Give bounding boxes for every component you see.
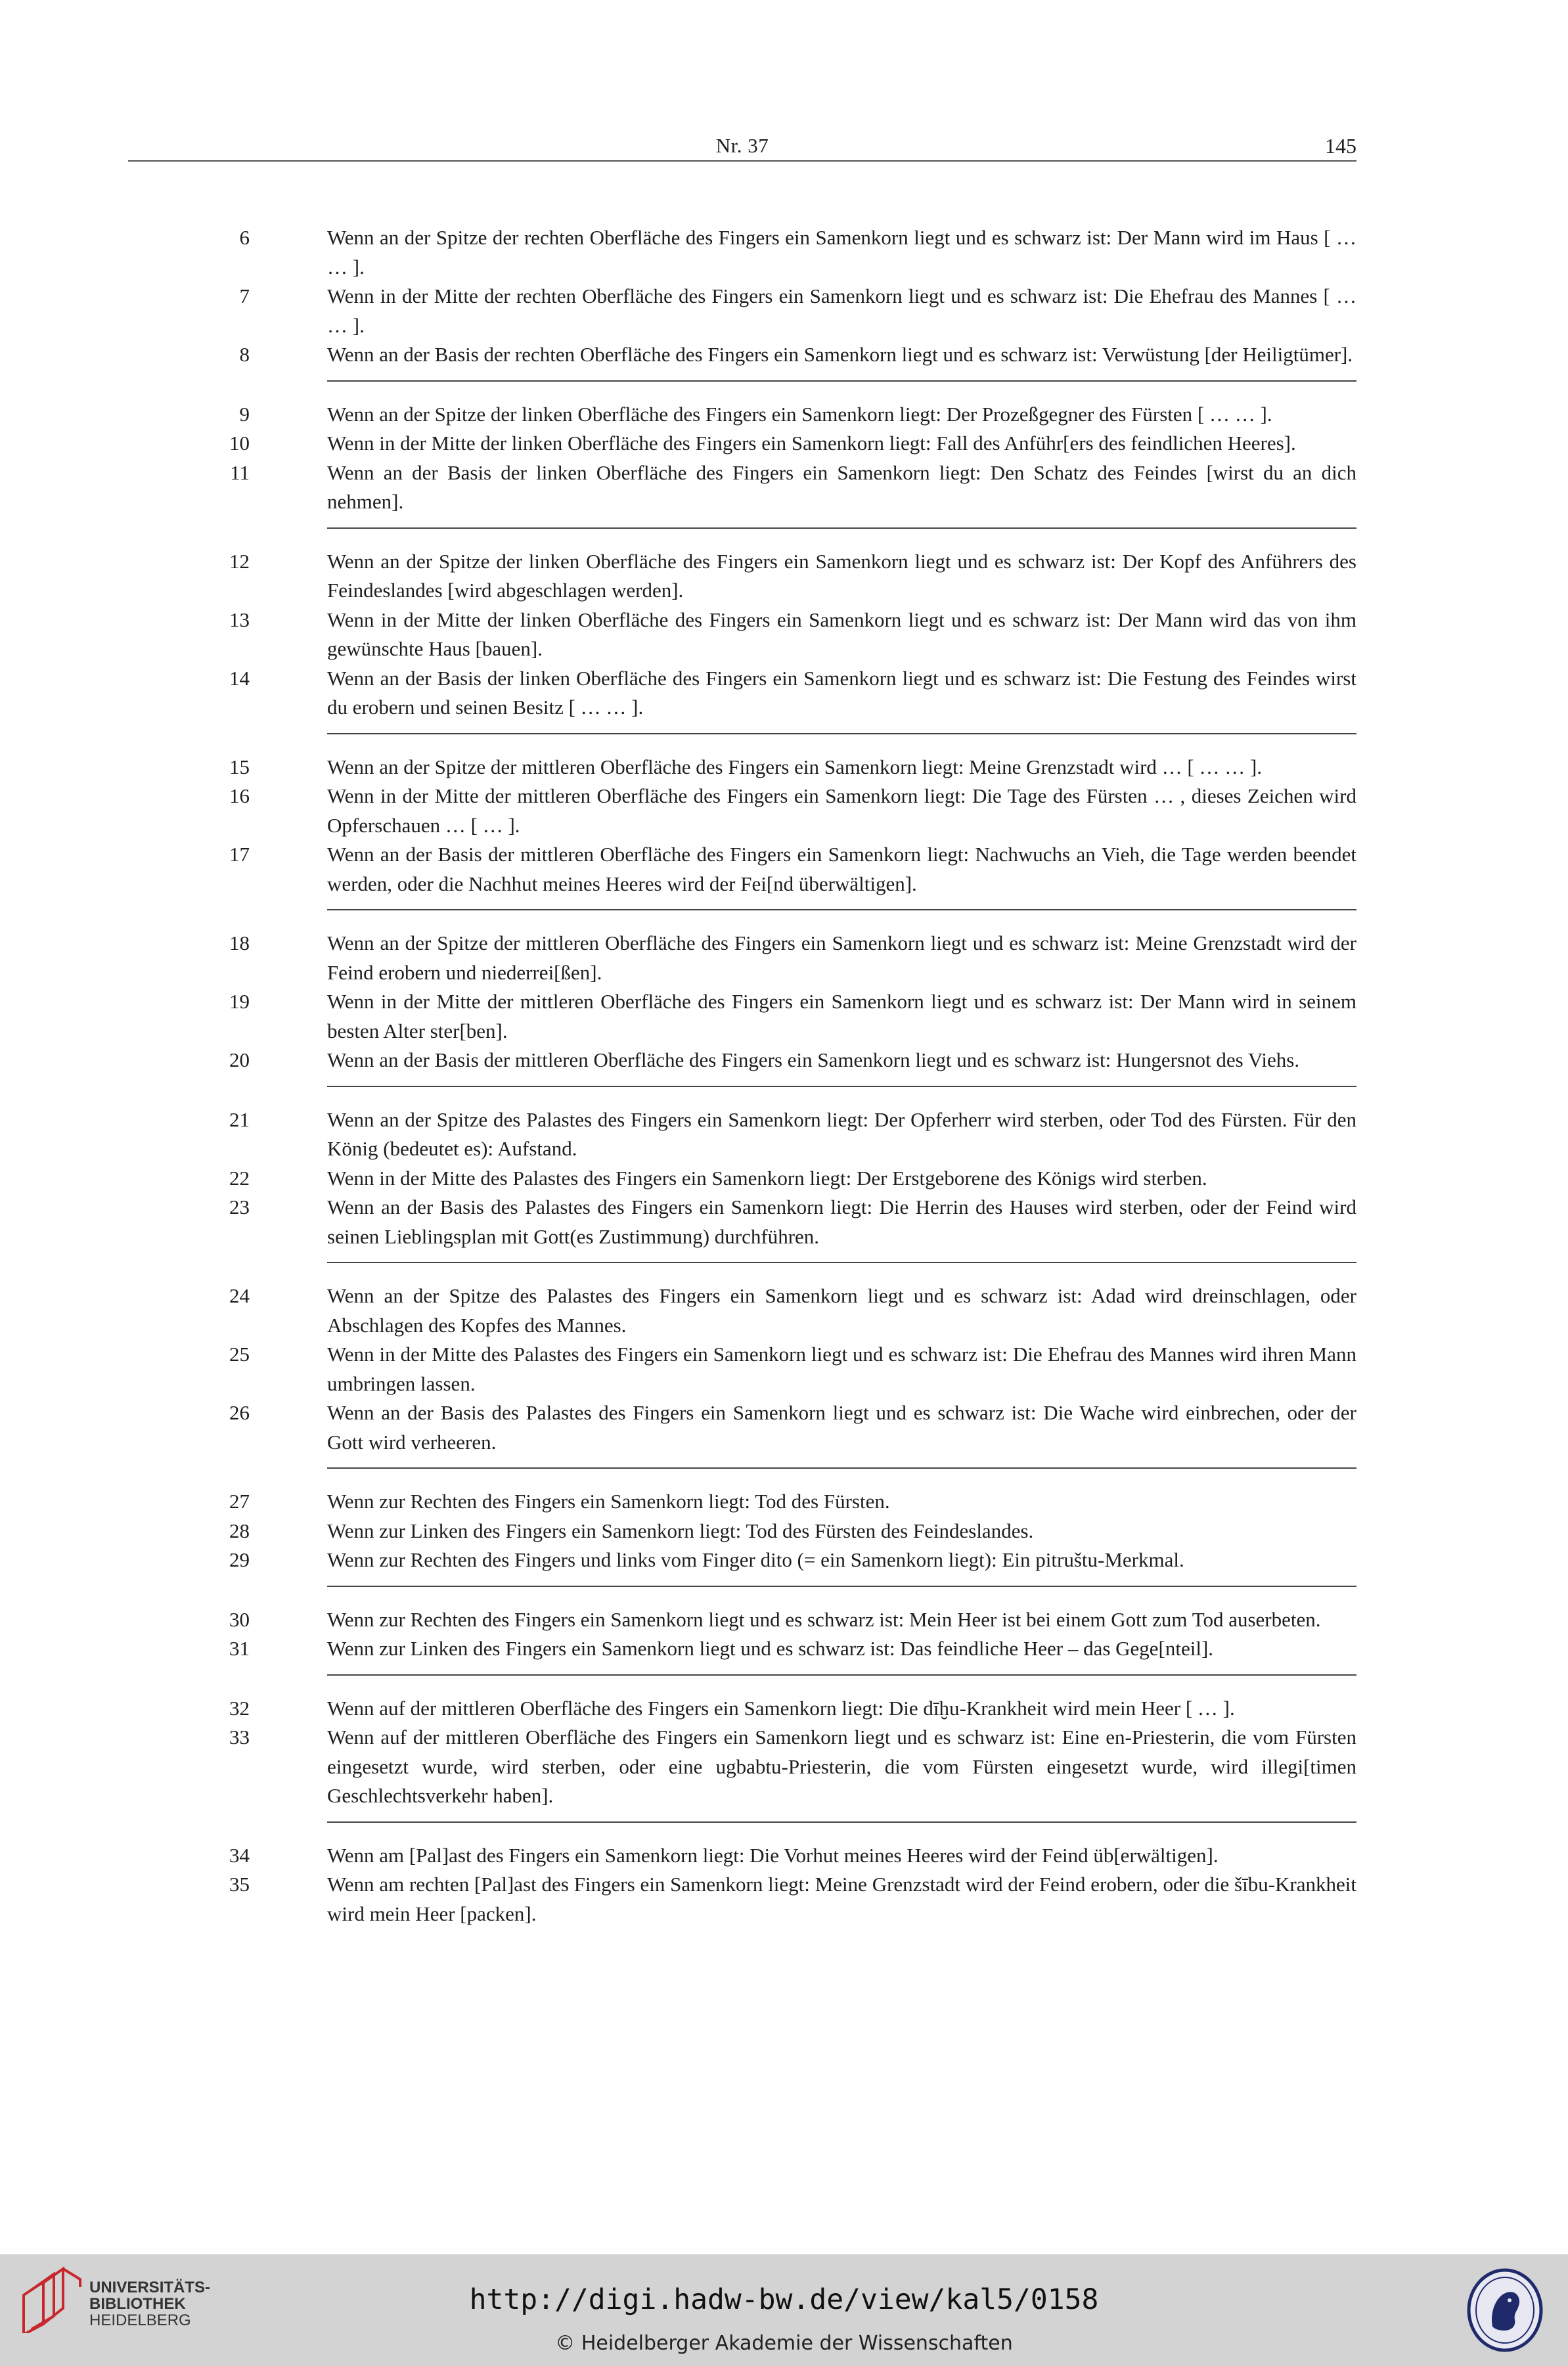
omen-entry [217,1870,1356,1929]
entry-text: Wenn zur Rechten des Fingers ein Samenkorn liegt und es schwarz ist: Mein Heer ist bei einem Gott zum Tod auserbeten. [327,1607,1321,1631]
entry-number: 6 [239,226,250,249]
entry-number: 32 [229,1696,250,1720]
omen-entry [217,987,1356,1046]
entry-group [217,1841,1356,1929]
omen-entry [217,340,1356,370]
ub-logo-line2: BIBLIOTHEK [89,2295,186,2313]
omen-entry [217,429,1356,458]
omen-entry [217,1340,1356,1398]
omen-entry [217,1105,1356,1164]
entry-text: Wenn an der Basis der mittleren Oberfläche des Fingers ein Samenkorn liegt: Nachwuchs an Vieh, die Tage werden beendet werden, oder die Nachhut meines Heeres wird der Fei[nd überwältigen]. [327,843,1356,895]
entry-group [217,1694,1356,1811]
entry-text: Wenn an der Basis des Palastes des Fingers ein Samenkorn liegt: Die Herrin des Hauses wird sterben, oder der Feind wird seinen Lieblingsplan mit Gott(es Zustimmung) durchführen. [327,1195,1356,1248]
omen-entry [217,1841,1356,1871]
omen-entry [217,664,1356,723]
entry-text: Wenn zur Linken des Fingers ein Samenkorn liegt und es schwarz ist: Das feindliche Heer – das Gege[nteil]. [327,1637,1214,1660]
entry-number: 20 [229,1048,250,1071]
omen-entries [217,223,1356,1929]
omen-entry [217,1282,1356,1340]
entry-number: 25 [229,1343,250,1366]
section-divider [327,1467,1356,1469]
omen-entry [217,1046,1356,1075]
entry-text: Wenn an der Basis der rechten Oberfläche des Fingers ein Samenkorn liegt und es schwarz ist: Verwüstung [der Heiligtümer]. [327,343,1353,366]
entry-text: Wenn in der Mitte der mittleren Oberfläche des Fingers ein Samenkorn liegt: Die Tage des Fürsten … , dieses Zeichen wird Opferschauen … [ … ]. [327,784,1356,837]
omen-entry [217,1398,1356,1457]
entry-text: Wenn in der Mitte der rechten Oberfläche des Fingers ein Samenkorn liegt und es schwarz ist: Die Ehefrau des Mannes [ … … ]. [327,284,1356,337]
section-divider [327,1586,1356,1587]
entry-text: Wenn an der Basis der linken Oberfläche des Fingers ein Samenkorn liegt: Den Schatz des Feindes [wirst du an dich nehmen]. [327,460,1356,513]
omen-entry [217,782,1356,840]
omen-entry [217,840,1356,899]
omen-entry [217,606,1356,664]
entry-text: Wenn zur Rechten des Fingers ein Samenkorn liegt: Tod des Fürsten. [327,1490,890,1513]
entry-text: Wenn an der Basis der mittleren Oberfläche des Fingers ein Samenkorn liegt und es schwarz ist: Hungersnot des Viehs. [327,1048,1300,1071]
entry-text: Wenn auf der mittleren Oberfläche des Fingers ein Samenkorn liegt: Die dīḫu-Krankheit wird mein Heer [ … ]. [327,1696,1235,1720]
entry-number: 8 [239,343,250,366]
omen-entry [217,1193,1356,1251]
omen-entry [217,458,1356,517]
entry-group [217,400,1356,517]
entry-text: Wenn an der Spitze des Palastes des Fingers ein Samenkorn liegt und es schwarz ist: Adad wird dreinschlagen, oder Abschlagen des Kopfes des Mannes. [327,1284,1356,1337]
section-divider [327,1821,1356,1823]
entry-group [217,929,1356,1075]
entry-group [217,1282,1356,1457]
entry-number: 33 [229,1726,250,1749]
entry-number: 11 [230,460,250,484]
entry-text: Wenn an der Spitze der mittleren Oberfläche des Fingers ein Samenkorn liegt und es schwarz ist: Meine Grenzstadt wird der Feind erobern und niederrei[ßen]. [327,931,1356,984]
running-head: Nr. 37 [715,134,769,157]
omen-entry [217,547,1356,606]
entry-number: 24 [229,1284,250,1307]
entry-group [217,1487,1356,1575]
entry-number: 15 [229,755,250,778]
entry-number: 10 [229,432,250,455]
omen-entry [217,282,1356,340]
entry-text: Wenn in der Mitte der mittleren Oberfläche des Fingers ein Samenkorn liegt und es schwarz ist: Der Mann wird in seinem besten Alter ster[ben]. [327,990,1356,1042]
section-divider [327,527,1356,529]
omen-entry [217,753,1356,782]
entry-text: Wenn an der Spitze des Palastes des Fingers ein Samenkorn liegt: Der Opferherr wird sterben, oder Tod des Fürsten. Für den König (bedeutet es): Aufstand. [327,1107,1356,1160]
entry-group [217,1605,1356,1664]
omen-entry [217,929,1356,987]
entry-number: 16 [229,784,250,807]
section-divider [327,1086,1356,1087]
copyright-notice: © Heidelberger Akademie der Wissenschaften [555,2332,1013,2355]
entry-group [217,1105,1356,1252]
entry-number: 17 [229,843,250,866]
omen-entry [217,1546,1356,1575]
entry-text: Wenn an der Basis der linken Oberfläche des Fingers ein Samenkorn liegt und es schwarz ist: Die Festung des Feindes wirst du erobern und seinen Besitz [ … … ]. [327,666,1356,719]
omen-entry [217,1634,1356,1664]
entry-number: 14 [229,666,250,690]
entry-number: 23 [229,1195,250,1218]
omen-entry [217,1694,1356,1724]
entry-text: Wenn in der Mitte der linken Oberfläche des Fingers ein Samenkorn liegt und es schwarz ist: Der Mann wird das von ihm gewünschte Haus [bauen]. [327,608,1356,660]
entry-number: 31 [229,1637,250,1660]
entry-number: 12 [229,549,250,573]
entry-number: 28 [229,1519,250,1542]
entry-number: 19 [229,990,250,1013]
entry-number: 7 [239,284,250,307]
section-divider [327,1262,1356,1263]
omen-entry [217,1487,1356,1517]
section-divider [327,733,1356,734]
entry-number: 27 [229,1490,250,1513]
entry-text: Wenn zur Linken des Fingers ein Samenkorn liegt: Tod des Fürsten des Feindeslandes. [327,1519,1034,1542]
entry-text: Wenn an der Spitze der linken Oberfläche des Fingers ein Samenkorn liegt: Der Prozeßgegner des Fürsten [ … … ]. [327,402,1272,426]
page-header [128,131,1356,162]
entry-text: Wenn zur Rechten des Fingers und links vom Finger dito (= ein Samenkorn liegt): Ein pitruštu-Merkmal. [327,1548,1184,1571]
omen-entry [217,400,1356,430]
entry-text: Wenn an der Spitze der rechten Oberfläche des Fingers ein Samenkorn liegt und es schwarz ist: Der Mann wird im Haus [ … … ]. [327,226,1356,279]
ub-logo-line1: UNIVERSITÄTS- [89,2279,211,2296]
entry-number: 29 [229,1548,250,1571]
entry-number: 9 [239,402,250,426]
ub-logo-line3: HEIDELBERG [89,2311,191,2329]
entry-text: Wenn in der Mitte der linken Oberfläche des Fingers ein Samenkorn liegt: Fall des Anführ[ers des feindlichen Heeres]. [327,432,1296,455]
entry-text: Wenn an der Spitze der linken Oberfläche des Fingers ein Samenkorn liegt und es schwarz ist: Der Kopf des Anführers des Feindeslandes [wird abgeschlagen werden]. [327,549,1356,602]
entry-group [217,753,1356,899]
entry-number: 22 [229,1166,250,1190]
omen-entry [217,1605,1356,1635]
section-divider [327,380,1356,382]
entry-text: Wenn an der Spitze der mittleren Oberfläche des Fingers ein Samenkorn liegt: Meine Grenzstadt wird … [ … … ]. [327,755,1263,778]
omen-entry [217,223,1356,282]
entry-text: Wenn in der Mitte des Palastes des Fingers ein Samenkorn liegt: Der Erstgeborene des Königs wird sterben. [327,1166,1207,1190]
page-number: 145 [1325,134,1356,158]
entry-number: 21 [229,1107,250,1131]
entry-number: 13 [229,608,250,631]
omen-entry [217,1723,1356,1811]
entry-text: Wenn am [Pal]ast des Fingers ein Samenkorn liegt: Die Vorhut meines Heeres wird der Feind üb[erwältigen]. [327,1843,1219,1867]
entry-number: 34 [229,1843,250,1867]
footer-bar [0,2254,1568,2366]
entry-text: Wenn in der Mitte des Palastes des Fingers ein Samenkorn liegt und es schwarz ist: Die Ehefrau des Mannes wird ihren Mann umbringen lassen. [327,1343,1356,1395]
academy-seal-icon [1466,2267,1544,2353]
entry-number: 18 [229,931,250,954]
entry-group [217,223,1356,370]
entry-number: 35 [229,1873,250,1896]
section-divider [327,1674,1356,1676]
entry-text: Wenn auf der mittleren Oberfläche des Fingers ein Samenkorn liegt und es schwarz ist: Eine en-Priesterin, die vom Fürsten eingesetzt wurde, wird sterben, oder eine ugbabtu-Priesterin, die vom Fürsten eingesetzt wurde, wird illegi[timen Geschlechtsverkehr haben]. [327,1726,1356,1807]
section-divider [327,909,1356,910]
entry-number: 30 [229,1607,250,1631]
entry-group [217,547,1356,723]
source-url-link[interactable]: http://digi.hadw-bw.de/view/kal5/0158 [469,2283,1099,2316]
entry-text: Wenn an der Basis des Palastes des Fingers ein Samenkorn liegt und es schwarz ist: Die Wache wird einbrechen, oder der Gott wird verheeren. [327,1401,1356,1454]
omen-entry [217,1517,1356,1546]
omen-entry [217,1164,1356,1194]
entry-number: 26 [229,1401,250,1424]
entry-text: Wenn am rechten [Pal]ast des Fingers ein Samenkorn liegt: Meine Grenzstadt wird der Feind erobern, oder die šību-Krankheit wird mein Heer [packen]. [327,1873,1356,1925]
